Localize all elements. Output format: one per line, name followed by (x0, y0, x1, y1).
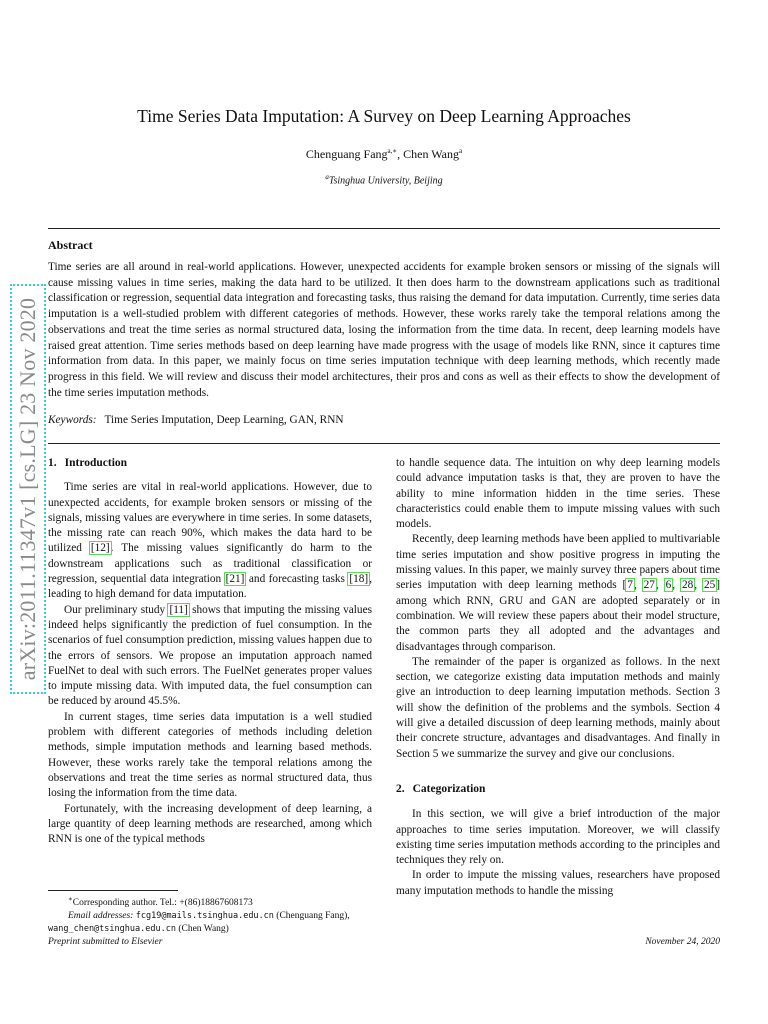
footer-preprint-note: Preprint submitted to Elsevier (48, 937, 163, 947)
text-run: Recently, deep learning methods have been applied to multivariable time series imputation and show positive progress in imputing the missing values. In this paper, we mainly survey three papers about time series imputation with deep learning methods [ (396, 533, 720, 592)
affiliation (48, 173, 720, 186)
arxiv-stamp[interactable] (10, 284, 46, 694)
section-title: Introduction (64, 457, 128, 469)
section-title: Categorization (412, 782, 486, 795)
footnote-mark: ∗ (68, 895, 73, 903)
affiliation-mark: a (325, 173, 329, 181)
paragraph: Fortunately, with the increasing development of deep learning, a large quantity of deep learning methods are researched, among which RNN is one of the typical methods (48, 802, 372, 846)
keywords-text: Time Series Imputation, Deep Learning, GAN, RNN (104, 414, 344, 426)
footnote-corresponding-text: Corresponding author. Tel.: +(86)18867608173 (72, 898, 253, 909)
text-run: ] among which RNN, GRU and GAN are adopted separately or in combination. We will review these papers about their model structure, the common parts they all adopted and the advantages and disadvantages through comparison. (396, 579, 720, 653)
paragraph (48, 480, 372, 602)
footer-date: November 24, 2020 (645, 937, 720, 947)
footnote-corresponding (48, 893, 372, 910)
footnote-rule (48, 890, 178, 891)
paragraph: In this section, we will give a brief introduction of the major approaches to time series imputation. Moreover, we will classify existing time series imputation methods according to the principles and techniques they rely on. (396, 808, 720, 867)
paragraph: to handle sequence data. The intuition on why deep learning models could advance imputation tasks is that, they are proven to have the ability to mine information hidden in the time series. These characteristics could enable them to impute missing values with such models. (396, 457, 720, 531)
citation-link[interactable]: [12] (90, 542, 110, 555)
affiliation-text: Tsinghua University, Beijing (328, 175, 443, 187)
author-separator: , (397, 147, 404, 161)
paragraph: In order to impute the missing values, researchers have proposed many imputation methods to handle the missing (396, 869, 720, 897)
abstract-text: Time series are all around in real-world applications. However, unexpected accidents for example broken sensors or missing of the signals will cause missing values in time series, making the data hard to be utilized. It then does harm to the downstream applications such as traditional classification or regression, sequential data integration and forecasting tasks, thus raising the demand for data imputation. Currently, time series data imputation is a well-studied problem with different categories of methods. However, these works rarely take the temporal relations among the observations and treat the time series as normal structured data, losing the information from the time data. In recent, deep learning models have raised great attention. Time series methods based on deep learning have made progress with the usage of models like RNN, since it captures time information from data. In this paper, we mainly focus on time series imputation technique with deep learning methods, which recently made progress in this field. We will review and discuss their model architectures, their pros and cons as well as their effects to show the development of the time series imputation methods. (48, 261, 720, 399)
email-owner: (Chenguang Fang), (273, 911, 350, 922)
section-heading-introduction (48, 456, 372, 471)
citation-link[interactable]: 25 (703, 579, 716, 592)
citation-link[interactable]: 27 (643, 579, 655, 592)
right-column (396, 456, 720, 899)
section-number: 1. (48, 457, 57, 469)
section-heading-categorization (396, 782, 720, 797)
footnote-emails (48, 910, 372, 936)
text-run: Time series are vital in real-world applications. However, due to unexpected accidents, for example broken sensors or missing of the signals, missing values are everywhere in time series. In some datasets, the missing rate can reach 90%, which makes the data hard to be utilized (48, 481, 372, 555)
email-owner: (Chen Wang) (175, 924, 229, 935)
text-run: Our preliminary study (64, 603, 169, 616)
author-name: Chenguang Fang (305, 147, 388, 161)
paragraph: The remainder of the paper is organized as follows. In the next section, we categorize existing data imputation methods and mainly give an introduction to deep learning imputation methods. Section 3 will show the definition of the problems and the symbols. Section 4 will give a detailed discussion of deep learning methods, mainly about their concrete structure, advantages and disadvantages. And finally in Section 5 we summarize the survey and give our conclusions. (396, 655, 720, 760)
citation-link[interactable]: [21] (225, 573, 245, 586)
left-column (48, 456, 372, 847)
arxiv-stamp-text: arXiv:2011.11347v1 [cs.LG] 23 Nov 2020 (15, 297, 40, 681)
paper-title: Time Series Data Imputation: A Survey on Deep Learning Approaches (137, 106, 631, 126)
citation-link[interactable]: 28 (681, 579, 694, 592)
text-run: , leading to high demand for data imputation. (48, 573, 373, 601)
author-name: Chen Wang (403, 147, 459, 161)
text-run: shows that imputing the missing values indeed helps significantly the prediction of fuel consumption. In the scenarios of fuel consumption prediction, missing values happen due to the errors of sensors. We propose an imputation approach named FuelNet to deal with such errors. The FuelNet generates proper values to impute missing data. With imputed data, the fuel consumption can be reduced by around 45.5%. (48, 603, 372, 708)
citation-link[interactable]: 6 (665, 579, 672, 592)
author-line (48, 147, 720, 162)
footnote (48, 893, 372, 936)
keywords (48, 414, 344, 426)
citation-link[interactable]: 7 (627, 579, 633, 592)
author-mark: a,∗ (387, 147, 398, 155)
citation-link[interactable]: [11] (169, 603, 188, 616)
author-mark: a (458, 147, 463, 155)
keywords-label: Keywords: (48, 414, 97, 426)
paragraph (48, 603, 372, 710)
text-run: . The missing values significantly do harm to the downstream applications such as traditional classification or regression, sequential data integration (48, 542, 372, 586)
abstract-heading: Abstract (48, 238, 93, 252)
paragraph: In current stages, time series data imputation is a well studied problem with different categories of methods including deletion methods, simple imputation methods and learning based methods. However, these works rarely take the temporal relations among the observations and treat the time series as normal structured data, thus losing the information from the time data. (48, 710, 372, 800)
email-link[interactable]: wang_chen@tsinghua.edu.cn (48, 924, 176, 935)
email-label: Email addresses: (68, 911, 134, 922)
abstract-bottom-rule (48, 443, 720, 444)
text-run: and forecasting tasks (245, 573, 349, 586)
abstract-top-rule (48, 228, 720, 229)
email-link[interactable]: fcg19@mails.tsinghua.edu.cn (135, 911, 274, 922)
section-number: 2. (396, 782, 405, 795)
citation-link[interactable]: [18] (349, 573, 369, 586)
paragraph: Recently, deep learning methods have been applied to multivariable time series imputation and show positive progress in imputing the missing values. In this paper, we mainly survey three papers about time series imputation with deep learning methods [7, 27, 6, 28, 25] among which RNN, GRU and GAN are adopted separately or in combination. We will review these papers about their model structure, the common parts they all adopted and the advantages and disadvantages through comparison. (396, 533, 720, 653)
